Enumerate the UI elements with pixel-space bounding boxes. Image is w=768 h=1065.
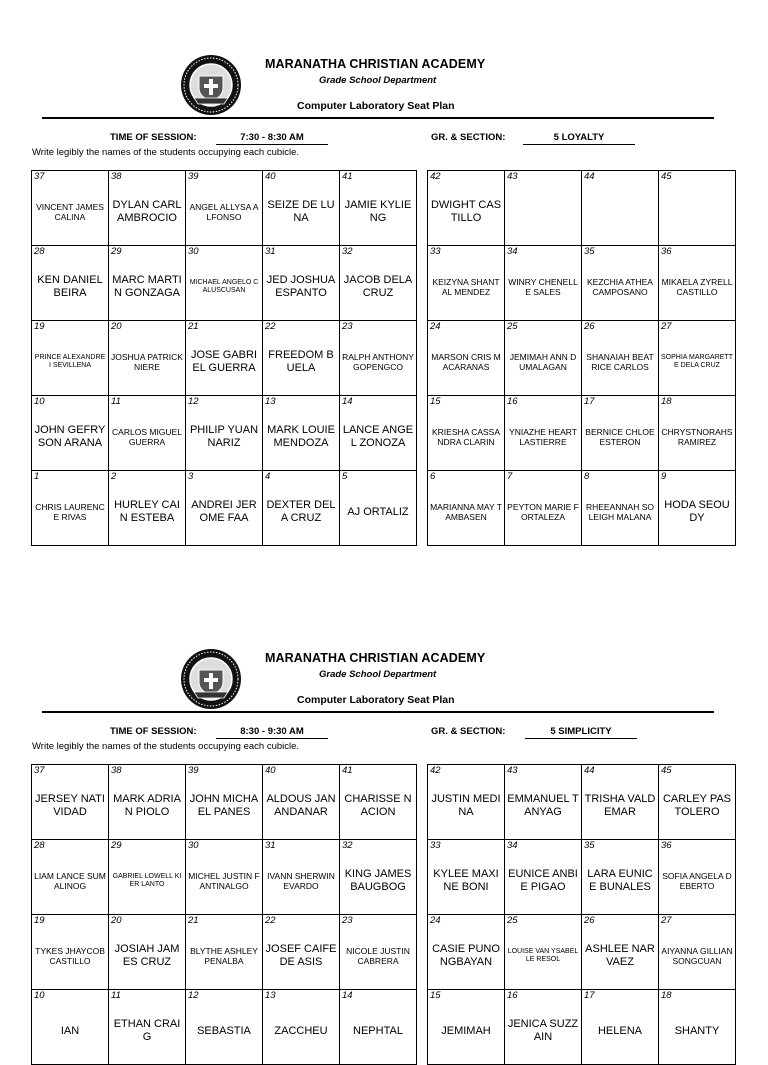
student-name: RALPH ANTHONY GOPENGCO — [342, 352, 414, 372]
student-name: ANDREI JEROME FAA — [191, 499, 257, 524]
student-name: LARA EUNICE BUNALES — [587, 868, 653, 893]
section-label: GR. & SECTION: — [431, 726, 506, 737]
seat-cubicle — [428, 990, 505, 1065]
seat-cubicle — [32, 246, 109, 321]
student-name: MARK ADRIAN PIOLO — [113, 793, 181, 818]
student-name: LOUISE VAN YSABELLE RESOL — [507, 948, 579, 963]
seat-cubicle — [582, 246, 659, 321]
student-name: SHANTY — [674, 1024, 720, 1037]
school-name: MARANATHA CHRISTIAN ACADEMY — [265, 651, 486, 665]
seat-cubicle — [582, 321, 659, 396]
cubicle-number: 13 — [265, 990, 276, 1001]
cubicle-number: 37 — [34, 765, 45, 776]
seat-cubicle — [340, 471, 417, 546]
time-value: 8:30 - 9:30 AM — [216, 726, 328, 739]
time-value: 7:30 - 8:30 AM — [216, 132, 328, 145]
student-name: MARSON CRIS MACARANAS — [431, 352, 501, 372]
cubicle-number: 7 — [507, 471, 513, 482]
cubicle-number: 18 — [661, 990, 672, 1001]
section-value: 5 SIMPLICITY — [525, 726, 637, 739]
seat-cubicle — [340, 765, 417, 840]
seat-cubicle — [263, 321, 340, 396]
cubicle-number: 12 — [188, 990, 199, 1001]
school-name: MARANATHA CHRISTIAN ACADEMY — [265, 57, 486, 71]
seat-cubicle — [428, 396, 505, 471]
cubicle-number: 32 — [342, 246, 353, 257]
cubicle-number: 28 — [34, 840, 45, 851]
student-name: YNIAZHE HEART LASTIERRE — [509, 427, 577, 447]
student-name: CASIE PUNONGBAYAN — [432, 943, 500, 968]
cubicle-number: 17 — [584, 396, 595, 407]
seat-cubicle — [428, 321, 505, 396]
seat-cubicle — [582, 396, 659, 471]
student-name: SOFIA ANGELA DEBERTO — [662, 871, 732, 891]
seat-cubicle — [263, 840, 340, 915]
seat-row — [428, 171, 736, 246]
seat-row — [32, 321, 417, 396]
cubicle-number: 40 — [265, 765, 276, 776]
seat-cubicle — [505, 321, 582, 396]
student-name: PRINCE ALEXANDREI SEVILLENA — [34, 354, 106, 369]
section-label: GR. & SECTION: — [431, 132, 506, 143]
cubicle-number: 30 — [188, 840, 199, 851]
student-name: JOSE GABRIEL GUERRA — [190, 349, 258, 374]
student-name: JOSEF CAIFE DE ASIS — [265, 943, 337, 968]
student-name: EUNICE ANBIE PIGAO — [508, 868, 578, 893]
cubicle-number: 34 — [507, 246, 518, 257]
seat-cubicle — [186, 396, 263, 471]
student-name: KEIZYNA SHANTAL MENDEZ — [432, 277, 500, 297]
cubicle-number: 39 — [188, 171, 199, 182]
student-name: CHRYSTNORAHS RAMIREZ — [661, 427, 733, 447]
seat-cubicle — [263, 171, 340, 246]
student-name: HELENA — [597, 1024, 643, 1037]
seat-cubicle — [428, 765, 505, 840]
seat-cubicle — [109, 246, 186, 321]
seat-cubicle — [659, 171, 736, 246]
cubicle-number: 14 — [342, 990, 353, 1001]
cubicle-number: 35 — [584, 840, 595, 851]
cubicle-number: 29 — [111, 840, 122, 851]
student-name — [582, 204, 658, 212]
cubicle-number: 23 — [342, 915, 353, 926]
student-name: JED JOSHUA ESPANTO — [266, 274, 336, 299]
cubicle-number: 4 — [265, 471, 271, 482]
seat-row — [428, 471, 736, 546]
student-name: CHRIS LAURENCE RIVAS — [35, 502, 105, 522]
seat-row — [428, 840, 736, 915]
seat-cubicle — [340, 321, 417, 396]
seat-cubicle — [109, 990, 186, 1065]
cubicle-number: 31 — [265, 840, 276, 851]
seat-row — [32, 396, 417, 471]
student-name: PEYTON MARIE FORTALEZA — [507, 502, 579, 522]
student-name: JOSHUA PATRICK NIERE — [111, 352, 183, 372]
cubicle-number: 14 — [342, 396, 353, 407]
cubicle-number: 35 — [584, 246, 595, 257]
cubicle-number: 10 — [34, 396, 45, 407]
seat-cubicle — [32, 396, 109, 471]
cubicle-number: 19 — [34, 915, 45, 926]
cubicle-number: 44 — [584, 765, 595, 776]
cubicle-number: 36 — [661, 246, 672, 257]
cubicle-number: 34 — [507, 840, 518, 851]
seat-row — [32, 246, 417, 321]
time-label: TIME OF SESSION: — [110, 132, 197, 143]
student-name: VINCENT JAMES CALINA — [36, 202, 104, 222]
student-name: ETHAN CRAIG — [113, 1018, 181, 1043]
seat-cubicle — [505, 990, 582, 1065]
seat-cubicle — [109, 915, 186, 990]
seat-cubicle — [32, 915, 109, 990]
seat-grid-left — [31, 764, 417, 1065]
seat-cubicle — [505, 171, 582, 246]
student-name: NEPHTAL — [353, 1024, 403, 1037]
cubicle-number: 43 — [507, 171, 518, 182]
seat-row — [32, 840, 417, 915]
student-name: JEMIMAH ANN DUMALAGAN — [509, 352, 577, 372]
seat-row — [32, 990, 417, 1065]
student-name: HURLEY CAIN ESTEBA — [114, 499, 180, 524]
cubicle-number: 8 — [584, 471, 590, 482]
seat-cubicle — [582, 915, 659, 990]
student-name: JENICA SUZZAIN — [507, 1018, 579, 1043]
seat-cubicle — [186, 171, 263, 246]
seat-cubicle — [659, 246, 736, 321]
student-name: WINRY CHENELLE SALES — [508, 277, 578, 297]
seat-cubicle — [263, 915, 340, 990]
cubicle-number: 11 — [111, 396, 121, 407]
seat-cubicle — [428, 246, 505, 321]
department-name: Grade School Department — [319, 669, 437, 680]
cubicle-number: 13 — [265, 396, 276, 407]
cubicle-number: 45 — [661, 171, 672, 182]
cubicle-number: 41 — [342, 171, 353, 182]
seat-cubicle — [659, 396, 736, 471]
seat-cubicle — [428, 840, 505, 915]
cubicle-number: 17 — [584, 990, 595, 1001]
seat-cubicle — [263, 396, 340, 471]
seat-cubicle — [505, 915, 582, 990]
cubicle-number: 41 — [342, 765, 353, 776]
seat-cubicle — [340, 171, 417, 246]
seat-cubicle — [659, 765, 736, 840]
cubicle-number: 42 — [430, 765, 441, 776]
section-value: 5 LOYALTY — [523, 132, 635, 145]
seat-cubicle — [505, 840, 582, 915]
seat-grid-right — [427, 764, 736, 1065]
seat-plan-section-1 — [0, 54, 768, 554]
cubicle-number: 21 — [188, 321, 199, 332]
student-name: EMMANUEL TANYAG — [507, 793, 579, 818]
cubicle-number: 29 — [111, 246, 122, 257]
seat-cubicle — [340, 396, 417, 471]
student-name: MICHAEL ANGELO CALUSCUSAN — [189, 279, 259, 294]
seat-cubicle — [32, 840, 109, 915]
cubicle-number: 38 — [111, 765, 122, 776]
seat-cubicle — [582, 765, 659, 840]
cubicle-number: 11 — [111, 990, 121, 1001]
student-name — [505, 204, 581, 212]
student-name: DYLAN CARL AMBROCIO — [112, 199, 182, 224]
student-name: MICHEL JUSTIN FANTINALGO — [188, 871, 260, 891]
cubicle-number: 20 — [111, 915, 122, 926]
student-name: RHEEANNAH SOLEIGH MALANA — [585, 502, 654, 522]
student-name: IAN — [60, 1024, 80, 1037]
student-name: ANGEL ALLYSA ALFONSO — [189, 202, 259, 222]
cubicle-number: 42 — [430, 171, 441, 182]
seat-cubicle — [340, 246, 417, 321]
cubicle-number: 30 — [188, 246, 199, 257]
seat-cubicle — [582, 471, 659, 546]
cubicle-number: 22 — [265, 915, 276, 926]
student-name: MIKAELA ZYRELL CASTILLO — [661, 277, 733, 297]
seat-cubicle — [186, 990, 263, 1065]
department-name: Grade School Department — [319, 75, 437, 86]
seat-cubicle — [186, 840, 263, 915]
seat-row — [32, 765, 417, 840]
student-name: NICOLE JUSTIN CABRERA — [346, 946, 410, 966]
seat-row — [428, 321, 736, 396]
seat-cubicle — [340, 840, 417, 915]
instruction-text: Write legibly the names of the students occupying each cubicle. — [32, 741, 300, 752]
cubicle-number: 33 — [430, 840, 441, 851]
seat-cubicle — [340, 915, 417, 990]
student-name: JOSIAH JAMES CRUZ — [114, 943, 180, 968]
cubicle-number: 19 — [34, 321, 45, 332]
seat-cubicle — [659, 915, 736, 990]
seat-cubicle — [186, 915, 263, 990]
seat-cubicle — [109, 171, 186, 246]
seat-cubicle — [659, 990, 736, 1065]
student-name: KING JAMES BAUGBOG — [344, 868, 412, 893]
student-name: SEBASTIA — [197, 1024, 251, 1037]
cubicle-number: 26 — [584, 321, 595, 332]
cubicle-number: 16 — [507, 990, 518, 1001]
student-name: GABRIEL LOWELL KIER LANTO — [112, 873, 182, 888]
student-name: KYLEE MAXINE BONI — [433, 868, 499, 893]
cubicle-number: 22 — [265, 321, 276, 332]
seat-cubicle — [109, 840, 186, 915]
seat-cubicle — [263, 990, 340, 1065]
student-name: ALDOUS JAN ANDANAR — [266, 793, 336, 818]
school-seal-icon — [180, 54, 242, 116]
seat-row — [32, 471, 417, 546]
cubicle-number: 37 — [34, 171, 45, 182]
cubicle-number: 36 — [661, 840, 672, 851]
seat-row — [428, 990, 736, 1065]
seat-row — [428, 915, 736, 990]
school-seal-icon — [180, 648, 242, 710]
cubicle-number: 2 — [111, 471, 117, 482]
seat-cubicle — [186, 765, 263, 840]
seat-cubicle — [32, 990, 109, 1065]
cubicle-number: 38 — [111, 171, 122, 182]
seat-cubicle — [186, 246, 263, 321]
plan-title: Computer Laboratory Seat Plan — [297, 694, 455, 706]
seat-cubicle — [263, 765, 340, 840]
student-name: SHANAIAH BEATRICE CARLOS — [586, 352, 654, 372]
cubicle-number: 32 — [342, 840, 353, 851]
student-name: KRIESHA CASSANDRA CLARIN — [431, 427, 501, 447]
cubicle-number: 44 — [584, 171, 595, 182]
student-name: JACOB DELA CRUZ — [343, 274, 413, 299]
student-name: BLYTHE ASHLEY PENALBA — [190, 946, 258, 966]
cubicle-number: 39 — [188, 765, 199, 776]
seat-cubicle — [428, 915, 505, 990]
seat-cubicle — [186, 471, 263, 546]
seat-cubicle — [109, 321, 186, 396]
header-divider — [42, 117, 714, 119]
seat-cubicle — [659, 471, 736, 546]
student-name: LIAM LANCE SUMALINOG — [34, 871, 106, 891]
seat-cubicle — [109, 765, 186, 840]
seat-cubicle — [263, 471, 340, 546]
cubicle-number: 15 — [430, 990, 441, 1001]
student-name: PHILIP YUAN NARIZ — [189, 424, 259, 449]
time-label: TIME OF SESSION: — [110, 726, 197, 737]
seat-cubicle — [109, 396, 186, 471]
cubicle-number: 3 — [188, 471, 194, 482]
cubicle-number: 33 — [430, 246, 441, 257]
cubicle-number: 1 — [34, 471, 40, 482]
student-name: TRISHA VALDEMAR — [584, 793, 656, 818]
seat-cubicle — [32, 471, 109, 546]
student-name: MARK LOUIE MENDOZA — [267, 424, 335, 449]
cubicle-number: 6 — [430, 471, 436, 482]
seat-cubicle — [340, 990, 417, 1065]
seat-row — [32, 171, 417, 246]
student-name: CHARISSE NACION — [344, 793, 412, 818]
plan-title: Computer Laboratory Seat Plan — [297, 100, 455, 112]
seat-cubicle — [32, 321, 109, 396]
student-name: CARLEY PASTOLERO — [662, 793, 732, 818]
student-name: JEMIMAH — [441, 1024, 491, 1037]
cubicle-number: 43 — [507, 765, 518, 776]
student-name: JAMIE KYLIE NG — [344, 199, 412, 224]
seat-cubicle — [582, 171, 659, 246]
cubicle-number: 5 — [342, 471, 348, 482]
instruction-text: Write legibly the names of the students occupying each cubicle. — [32, 147, 300, 158]
seat-cubicle — [428, 171, 505, 246]
seat-cubicle — [109, 471, 186, 546]
cubicle-number: 16 — [507, 396, 518, 407]
seat-grid-right — [427, 170, 736, 546]
header-divider — [42, 711, 714, 713]
student-name: HODA SEOUDY — [664, 499, 730, 524]
cubicle-number: 18 — [661, 396, 672, 407]
student-name — [659, 204, 735, 212]
student-name: AJ ORTALIZ — [347, 505, 409, 518]
seat-cubicle — [659, 321, 736, 396]
cubicle-number: 20 — [111, 321, 122, 332]
seat-row — [428, 246, 736, 321]
student-name: KEZCHIA ATHEA CAMPOSANO — [587, 277, 653, 297]
cubicle-number: 25 — [507, 321, 518, 332]
student-name: BERNICE CHLOE ESTERON — [585, 427, 655, 447]
cubicle-number: 10 — [34, 990, 45, 1001]
cubicle-number: 25 — [507, 915, 518, 926]
cubicle-number: 26 — [584, 915, 595, 926]
cubicle-number: 24 — [430, 915, 441, 926]
student-name: DWIGHT CASTILLO — [430, 199, 502, 224]
student-name: MARIANNA MAY TAMBASEN — [430, 502, 502, 522]
student-name: JUSTIN MEDINA — [431, 793, 501, 818]
student-name: JOHN GEFRYSON ARANA — [34, 424, 106, 449]
seat-cubicle — [505, 765, 582, 840]
student-name: IVANN SHERWIN EVARDO — [267, 871, 335, 891]
seat-grid-left — [31, 170, 417, 546]
seat-cubicle — [659, 840, 736, 915]
cubicle-number: 27 — [661, 321, 672, 332]
student-name: FREEDOM BUELA — [268, 349, 334, 374]
student-name: DEXTER DELA CRUZ — [266, 499, 336, 524]
student-name: ZACCHEU — [274, 1024, 328, 1037]
cubicle-number: 40 — [265, 171, 276, 182]
seat-cubicle — [582, 990, 659, 1065]
student-name: MARC MARTIN GONZAGA — [112, 274, 182, 299]
student-name: JERSEY NATIVIDAD — [35, 793, 105, 818]
seat-cubicle — [582, 840, 659, 915]
student-name: TYKES JHAYCOB CASTILLO — [35, 946, 105, 966]
seat-row — [428, 396, 736, 471]
student-name: KEN DANIEL BEIRA — [37, 274, 103, 299]
student-name: JOHN MICHAEL PANES — [189, 793, 259, 818]
seat-cubicle — [186, 321, 263, 396]
seat-cubicle — [32, 171, 109, 246]
seat-cubicle — [505, 246, 582, 321]
student-name: AIYANNA GILLIAN SONGCUAN — [661, 946, 733, 966]
seat-cubicle — [32, 765, 109, 840]
seat-row — [428, 765, 736, 840]
cubicle-number: 31 — [265, 246, 276, 257]
seat-row — [32, 915, 417, 990]
seat-cubicle — [505, 396, 582, 471]
cubicle-number: 28 — [34, 246, 45, 257]
cubicle-number: 27 — [661, 915, 672, 926]
student-name: SOPHIA MARGARETTE DELA CRUZ — [661, 354, 733, 369]
student-name: ASHLEE NARVAEZ — [585, 943, 655, 968]
cubicle-number: 45 — [661, 765, 672, 776]
cubicle-number: 15 — [430, 396, 441, 407]
seat-plan-section-2 — [0, 648, 768, 1043]
cubicle-number: 12 — [188, 396, 199, 407]
cubicle-number: 23 — [342, 321, 353, 332]
seat-cubicle — [505, 471, 582, 546]
cubicle-number: 9 — [661, 471, 667, 482]
student-name: SEIZE DE LUNA — [267, 199, 335, 224]
student-name: CARLOS MIGUEL GUERRA — [112, 427, 182, 447]
seat-cubicle — [428, 471, 505, 546]
student-name: LANCE ANGEL ZONOZA — [342, 424, 414, 449]
cubicle-number: 24 — [430, 321, 441, 332]
cubicle-number: 21 — [188, 915, 199, 926]
seat-cubicle — [263, 246, 340, 321]
